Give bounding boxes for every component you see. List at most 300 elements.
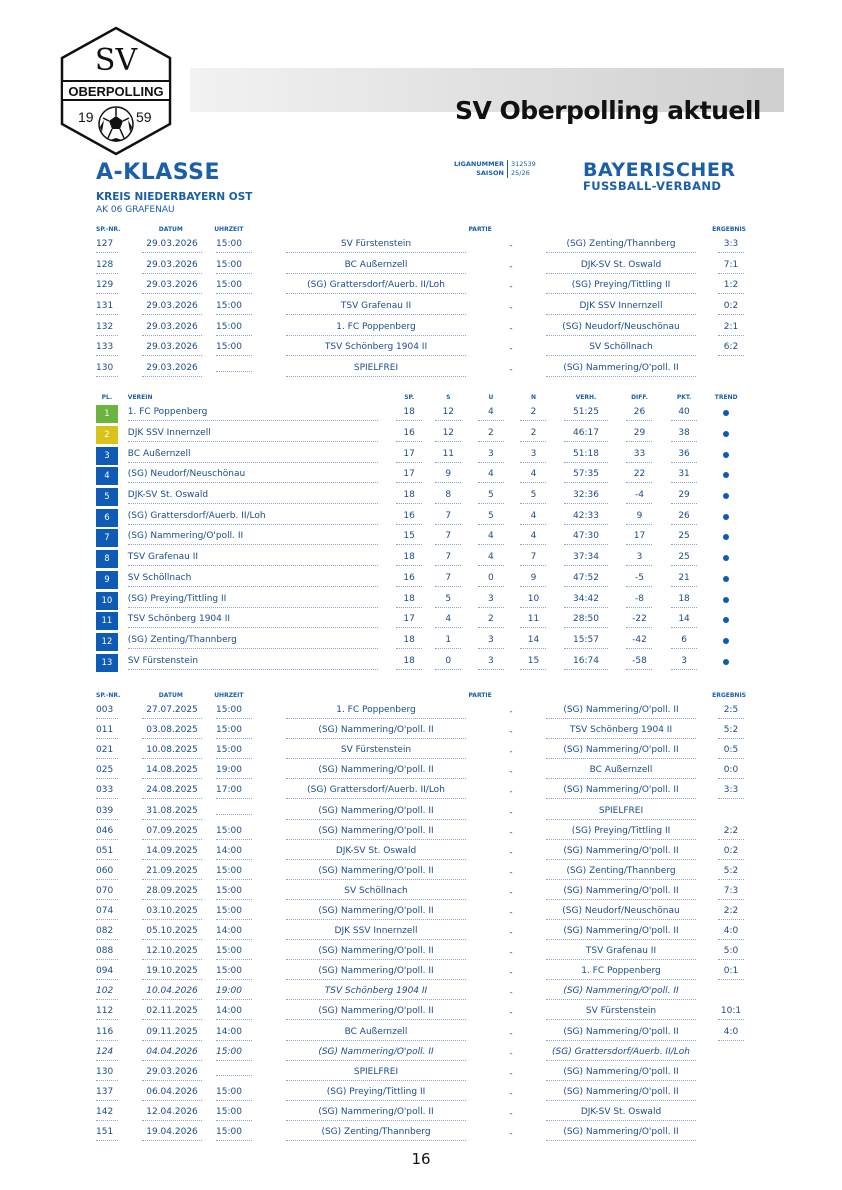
- match-nr: 102: [96, 986, 118, 1000]
- match-time-cell: [216, 846, 256, 860]
- logo-year-right: 59: [136, 109, 152, 125]
- stat-s-cell: [427, 449, 470, 463]
- match-away-cell: [526, 301, 716, 315]
- trend-dot-icon: [723, 638, 729, 644]
- stat-diff: 3: [626, 552, 652, 566]
- stat-sp-cell: [391, 407, 427, 421]
- stat-diff: 22: [626, 469, 652, 483]
- match-nr: 132: [96, 322, 118, 336]
- match-home-cell: [256, 363, 496, 377]
- trend-dot-icon: [723, 597, 729, 603]
- stat-n: 9: [520, 573, 546, 587]
- match-date-cell: [128, 926, 216, 940]
- team-name: SV Schöllnach: [128, 573, 378, 587]
- stat-n-cell: [512, 531, 555, 545]
- stat-pkt: 6: [671, 635, 697, 649]
- stat-pkt: 26: [671, 511, 697, 525]
- match-nr: 003: [96, 705, 118, 719]
- match-date-cell: [128, 363, 216, 377]
- match-date: 02.11.2025: [142, 1006, 202, 1020]
- match-nr: 046: [96, 826, 118, 840]
- match-nr-cell: [96, 363, 128, 377]
- federation-logo: [583, 159, 735, 193]
- match-home: BC Außernzell: [286, 260, 466, 274]
- stat-s: 7: [435, 552, 461, 566]
- stat-n: 7: [520, 552, 546, 566]
- match-row: [96, 883, 746, 903]
- match-date-cell: [128, 1027, 216, 1041]
- match-date: 27.07.2025: [142, 705, 202, 719]
- trend-cell: [706, 637, 746, 647]
- match-time-cell: [216, 906, 256, 920]
- match-date-cell: [128, 745, 216, 759]
- rank-badge: 13: [96, 654, 118, 672]
- match-away-cell: [526, 239, 716, 253]
- match-time-cell: [216, 745, 256, 759]
- match-row: [96, 1064, 746, 1084]
- trend-cell: [706, 430, 746, 440]
- match-home-cell: [256, 725, 496, 739]
- match-dash: -: [509, 807, 513, 818]
- stat-verh-cell: [555, 511, 617, 525]
- match-dash-cell: [496, 262, 526, 272]
- stat-pkt-cell: [662, 531, 707, 545]
- rank-badge: 10: [96, 592, 118, 610]
- stat-s-cell: [427, 407, 470, 421]
- stat-sp-cell: [391, 656, 427, 670]
- team-cell: [118, 614, 392, 628]
- rank-badge: 4: [96, 467, 118, 485]
- match-time-cell: [216, 966, 256, 980]
- stat-sp-cell: [391, 573, 427, 587]
- match-away: TSV Schönberg 1904 II: [546, 725, 696, 739]
- stat-sp-cell: [391, 531, 427, 545]
- match-away: (SG) Nammering/O'poll. II: [546, 363, 696, 377]
- match-home: (SG) Nammering/O'poll. II: [286, 1107, 466, 1121]
- match-result: [718, 1133, 744, 1136]
- match-away: (SG) Neudorf/Neuschönau: [546, 906, 696, 920]
- stat-verh: 51:25: [564, 407, 608, 421]
- stat-diff: -22: [626, 614, 652, 628]
- stat-n: 4: [520, 511, 546, 525]
- match-date: 29.03.2026: [142, 342, 202, 356]
- match-nr: 128: [96, 260, 118, 274]
- match-home-cell: [256, 1127, 496, 1141]
- match-time: 15:00: [216, 1047, 252, 1061]
- match-date: 21.09.2025: [142, 866, 202, 880]
- stat-n: 4: [520, 469, 546, 483]
- stat-u-cell: [470, 531, 513, 545]
- col-diff: DIFF.: [631, 393, 648, 401]
- stat-verh-cell: [555, 490, 617, 504]
- match-time: 15:00: [216, 745, 252, 759]
- match-away: (SG) Nammering/O'poll. II: [546, 745, 696, 759]
- stat-verh: 47:52: [564, 573, 608, 587]
- match-row: [96, 823, 746, 843]
- match-result: 2:2: [718, 826, 744, 840]
- match-dash: -: [509, 1068, 513, 1079]
- match-dash: -: [509, 1048, 513, 1059]
- match-away-cell: [526, 806, 716, 820]
- stat-n: 3: [520, 449, 546, 463]
- match-away-cell: [526, 785, 716, 799]
- stat-pkt: 25: [671, 552, 697, 566]
- stat-pkt-cell: [662, 656, 707, 670]
- col-nr: SP.-NR.: [96, 691, 121, 699]
- matchday-table: [96, 222, 746, 380]
- match-away: DJK-SV St. Oswald: [546, 1107, 696, 1121]
- match-result: 5:0: [718, 946, 744, 960]
- match-date: 05.10.2025: [142, 926, 202, 940]
- match-dash: -: [509, 282, 513, 293]
- match-away-cell: [526, 906, 716, 920]
- match-time: 15:00: [216, 906, 252, 920]
- stat-diff-cell: [617, 635, 662, 649]
- match-away: SV Schöllnach: [546, 342, 696, 356]
- match-home-cell: [256, 745, 496, 759]
- match-nr-cell: [96, 239, 128, 253]
- match-home: SPIELFREI: [286, 1067, 466, 1081]
- stat-verh: 16:74: [564, 656, 608, 670]
- match-dash: -: [509, 1129, 513, 1140]
- stat-verh-cell: [555, 594, 617, 608]
- match-away-cell: [526, 745, 716, 759]
- match-row: [96, 863, 746, 883]
- match-nr-cell: [96, 1127, 128, 1141]
- match-home: (SG) Nammering/O'poll. II: [286, 1006, 466, 1020]
- match-home: (SG) Nammering/O'poll. II: [286, 966, 466, 980]
- stat-s: 7: [435, 531, 461, 545]
- match-away: SV Fürstenstein: [546, 1006, 696, 1020]
- match-time-cell: [216, 1069, 256, 1079]
- match-result: 3:3: [718, 239, 744, 253]
- stat-pkt-cell: [662, 407, 707, 421]
- stat-s: 5: [435, 594, 461, 608]
- match-home-cell: [256, 986, 496, 1000]
- league-title: A-KLASSE: [96, 160, 220, 185]
- match-home-cell: [256, 342, 496, 356]
- match-home-cell: [256, 705, 496, 719]
- trend-dot-icon: [723, 576, 729, 582]
- stat-verh: 37:34: [564, 552, 608, 566]
- stat-diff-cell: [617, 531, 662, 545]
- match-time-cell: [216, 280, 256, 294]
- team-cell: [118, 594, 392, 608]
- stat-diff: -8: [626, 594, 652, 608]
- match-time-cell: [216, 1107, 256, 1121]
- match-date-cell: [128, 725, 216, 739]
- rank-badge: 7: [96, 529, 118, 547]
- stat-u-cell: [470, 552, 513, 566]
- stat-sp: 17: [396, 469, 422, 483]
- match-away-cell: [526, 1067, 716, 1081]
- stat-verh-cell: [555, 614, 617, 628]
- team-cell: [118, 428, 392, 442]
- match-nr-cell: [96, 806, 128, 820]
- stat-diff: 26: [626, 407, 652, 421]
- stat-pkt: 36: [671, 449, 697, 463]
- stat-u: 5: [478, 490, 504, 504]
- stat-sp: 17: [396, 614, 422, 628]
- match-nr-cell: [96, 1006, 128, 1020]
- match-date-cell: [128, 322, 216, 336]
- stat-s-cell: [427, 573, 470, 587]
- standings-row: [96, 487, 746, 508]
- match-result-cell: [716, 301, 746, 315]
- team-name: TSV Grafenau II: [128, 552, 378, 566]
- stat-n-cell: [512, 552, 555, 566]
- match-dash-cell: [496, 888, 526, 898]
- match-time-cell: [216, 301, 256, 315]
- liganummer-value: 312539: [511, 160, 536, 168]
- match-date-cell: [128, 1067, 216, 1081]
- stat-n-cell: [512, 407, 555, 421]
- match-time: 15:00: [216, 322, 252, 336]
- match-dash-cell: [496, 282, 526, 292]
- stat-pkt: 25: [671, 531, 697, 545]
- stat-u: 3: [478, 635, 504, 649]
- match-home: DJK SSV Innernzell: [286, 926, 466, 940]
- match-dash: -: [509, 767, 513, 778]
- team-cell: [118, 635, 392, 649]
- match-time: 19:00: [216, 986, 252, 1000]
- match-nr: 124: [96, 1047, 118, 1061]
- match-nr: 025: [96, 765, 118, 779]
- match-nr: 142: [96, 1107, 118, 1121]
- match-away-cell: [526, 986, 716, 1000]
- match-time-cell: [216, 1006, 256, 1020]
- match-result-cell: [716, 1129, 746, 1139]
- match-dash-cell: [496, 787, 526, 797]
- col-u: U: [488, 393, 494, 401]
- match-result-cell: [716, 705, 746, 719]
- match-home: (SG) Nammering/O'poll. II: [286, 765, 466, 779]
- match-result-cell: [716, 1069, 746, 1079]
- stat-u: 2: [478, 428, 504, 442]
- stat-u: 3: [478, 594, 504, 608]
- page-heading: SV Oberpolling aktuell: [455, 96, 762, 125]
- match-home-cell: [256, 906, 496, 920]
- stat-sp: 17: [396, 449, 422, 463]
- team-name: DJK SSV Innernzell: [128, 428, 378, 442]
- match-home: BC Außernzell: [286, 1027, 466, 1041]
- match-dash-cell: [496, 808, 526, 818]
- match-time: 15:00: [216, 826, 252, 840]
- match-dash-cell: [496, 241, 526, 251]
- match-away: (SG) Nammering/O'poll. II: [546, 705, 696, 719]
- team-name: DJK-SV St. Oswald: [128, 490, 378, 504]
- stat-sp-cell: [391, 490, 427, 504]
- match-time-cell: [216, 986, 256, 1000]
- match-result-cell: [716, 1049, 746, 1059]
- match-home-cell: [256, 926, 496, 940]
- match-time: 15:00: [216, 705, 252, 719]
- match-away: (SG) Preying/Tittling II: [546, 280, 696, 294]
- match-home: (SG) Nammering/O'poll. II: [286, 826, 466, 840]
- match-away-cell: [526, 846, 716, 860]
- col-s: S: [446, 393, 451, 401]
- match-result: 5:2: [718, 866, 744, 880]
- match-nr-cell: [96, 906, 128, 920]
- stat-u-cell: [470, 490, 513, 504]
- stat-pkt-cell: [662, 635, 707, 649]
- stat-verh: 34:42: [564, 594, 608, 608]
- match-row: [96, 339, 746, 360]
- match-away: (SG) Nammering/O'poll. II: [546, 785, 696, 799]
- league-subtitle: KREIS NIEDERBAYERN OST: [96, 191, 253, 203]
- stat-pkt-cell: [662, 449, 707, 463]
- match-time: 14:00: [216, 1006, 252, 1020]
- match-result-cell: [716, 765, 746, 779]
- match-result: 1:2: [718, 280, 744, 294]
- match-away: (SG) Grattersdorf/Auerb. II/Loh: [546, 1047, 696, 1061]
- match-time-cell: [216, 725, 256, 739]
- match-dash: -: [509, 847, 513, 858]
- col-verein: VEREIN: [127, 393, 153, 401]
- match-date-cell: [128, 280, 216, 294]
- stat-diff-cell: [617, 428, 662, 442]
- trend-dot-icon: [723, 472, 729, 478]
- stat-sp: 18: [396, 552, 422, 566]
- match-dash: -: [509, 867, 513, 878]
- match-time: 15:00: [216, 260, 252, 274]
- stat-u: 3: [478, 449, 504, 463]
- stat-n: 2: [520, 407, 546, 421]
- match-dash: -: [509, 827, 513, 838]
- match-nr: 131: [96, 301, 118, 315]
- stat-sp-cell: [391, 552, 427, 566]
- standings-row: [96, 611, 746, 632]
- standings-row: [96, 590, 746, 611]
- match-result-cell: [716, 988, 746, 998]
- rank-badge: 6: [96, 509, 118, 527]
- stat-pkt: 40: [671, 407, 697, 421]
- match-time-cell: [216, 705, 256, 719]
- stat-verh: 42:33: [564, 511, 608, 525]
- col-n: N: [530, 393, 536, 401]
- stat-pkt: 21: [671, 573, 697, 587]
- stat-diff: 17: [626, 531, 652, 545]
- match-time-cell: [216, 260, 256, 274]
- match-away: 1. FC Poppenberg: [546, 966, 696, 980]
- stat-n-cell: [512, 449, 555, 463]
- team-name: BC Außernzell: [128, 449, 378, 463]
- match-home: TSV Schönberg 1904 II: [286, 986, 466, 1000]
- stat-s-cell: [427, 656, 470, 670]
- match-dash-cell: [496, 1008, 526, 1018]
- stat-u: 4: [478, 552, 504, 566]
- stat-n-cell: [512, 614, 555, 628]
- rank-badge: 2: [96, 426, 118, 444]
- match-time: 14:00: [216, 1027, 252, 1041]
- stat-diff-cell: [617, 511, 662, 525]
- match-nr-cell: [96, 1067, 128, 1081]
- stat-sp: 18: [396, 407, 422, 421]
- match-date: 19.04.2026: [142, 1127, 202, 1141]
- match-time: [216, 368, 252, 372]
- stat-u: 5: [478, 511, 504, 525]
- match-home: SV Schöllnach: [286, 886, 466, 900]
- match-dash-cell: [496, 868, 526, 878]
- trend-cell: [706, 616, 746, 626]
- match-time: 14:00: [216, 926, 252, 940]
- stat-s: 11: [435, 449, 461, 463]
- match-date: 29.03.2026: [142, 260, 202, 274]
- match-result: [718, 992, 744, 995]
- match-date-cell: [128, 1107, 216, 1121]
- match-dash: -: [509, 948, 513, 959]
- match-result: 6:2: [718, 342, 744, 356]
- match-time-cell: [216, 1027, 256, 1041]
- trend-dot-icon: [723, 410, 729, 416]
- team-cell: [118, 531, 392, 545]
- match-time-cell: [216, 785, 256, 799]
- match-dash-cell: [496, 1089, 526, 1099]
- match-date-cell: [128, 906, 216, 920]
- match-away: (SG) Nammering/O'poll. II: [546, 886, 696, 900]
- match-away: (SG) Nammering/O'poll. II: [546, 1067, 696, 1081]
- col-pkt: PKT.: [676, 393, 692, 401]
- trend-cell: [706, 409, 746, 419]
- match-nr: 060: [96, 866, 118, 880]
- match-away: (SG) Zenting/Thannberg: [546, 866, 696, 880]
- stat-s-cell: [427, 490, 470, 504]
- match-away-cell: [526, 322, 716, 336]
- match-row: [96, 257, 746, 278]
- trend-cell: [706, 533, 746, 543]
- match-dash: -: [509, 1008, 513, 1019]
- stat-u-cell: [470, 656, 513, 670]
- team-name: (SG) Preying/Tittling II: [128, 594, 378, 608]
- match-nr: 094: [96, 966, 118, 980]
- match-home-cell: [256, 846, 496, 860]
- match-nr: 133: [96, 342, 118, 356]
- stat-verh-cell: [555, 635, 617, 649]
- match-dash-cell: [496, 303, 526, 313]
- stat-sp-cell: [391, 449, 427, 463]
- stat-n-cell: [512, 656, 555, 670]
- match-dash: -: [509, 988, 513, 999]
- match-row: [96, 1124, 746, 1144]
- match-date: 31.08.2025: [142, 806, 202, 820]
- match-result: 7:1: [718, 260, 744, 274]
- match-away-cell: [526, 1107, 716, 1121]
- trend-cell: [706, 658, 746, 668]
- match-result: [718, 1073, 744, 1076]
- match-nr: 130: [96, 1067, 118, 1081]
- match-home-cell: [256, 785, 496, 799]
- standings-row: [96, 404, 746, 425]
- match-date-cell: [128, 806, 216, 820]
- match-away-cell: [526, 1027, 716, 1041]
- stat-n-cell: [512, 490, 555, 504]
- stat-sp: 18: [396, 635, 422, 649]
- match-away: (SG) Nammering/O'poll. II: [546, 1027, 696, 1041]
- trend-cell: [706, 596, 746, 606]
- match-dash: -: [509, 968, 513, 979]
- team-cell: [118, 449, 392, 463]
- stat-sp-cell: [391, 614, 427, 628]
- match-row: [96, 742, 746, 762]
- trend-cell: [706, 554, 746, 564]
- match-nr: 151: [96, 1127, 118, 1141]
- match-row: [96, 277, 746, 298]
- logo-top-text: SV: [94, 43, 138, 78]
- stat-diff-cell: [617, 552, 662, 566]
- standings-table: [96, 390, 746, 673]
- rank-badge: 9: [96, 571, 118, 589]
- match-nr: 116: [96, 1027, 118, 1041]
